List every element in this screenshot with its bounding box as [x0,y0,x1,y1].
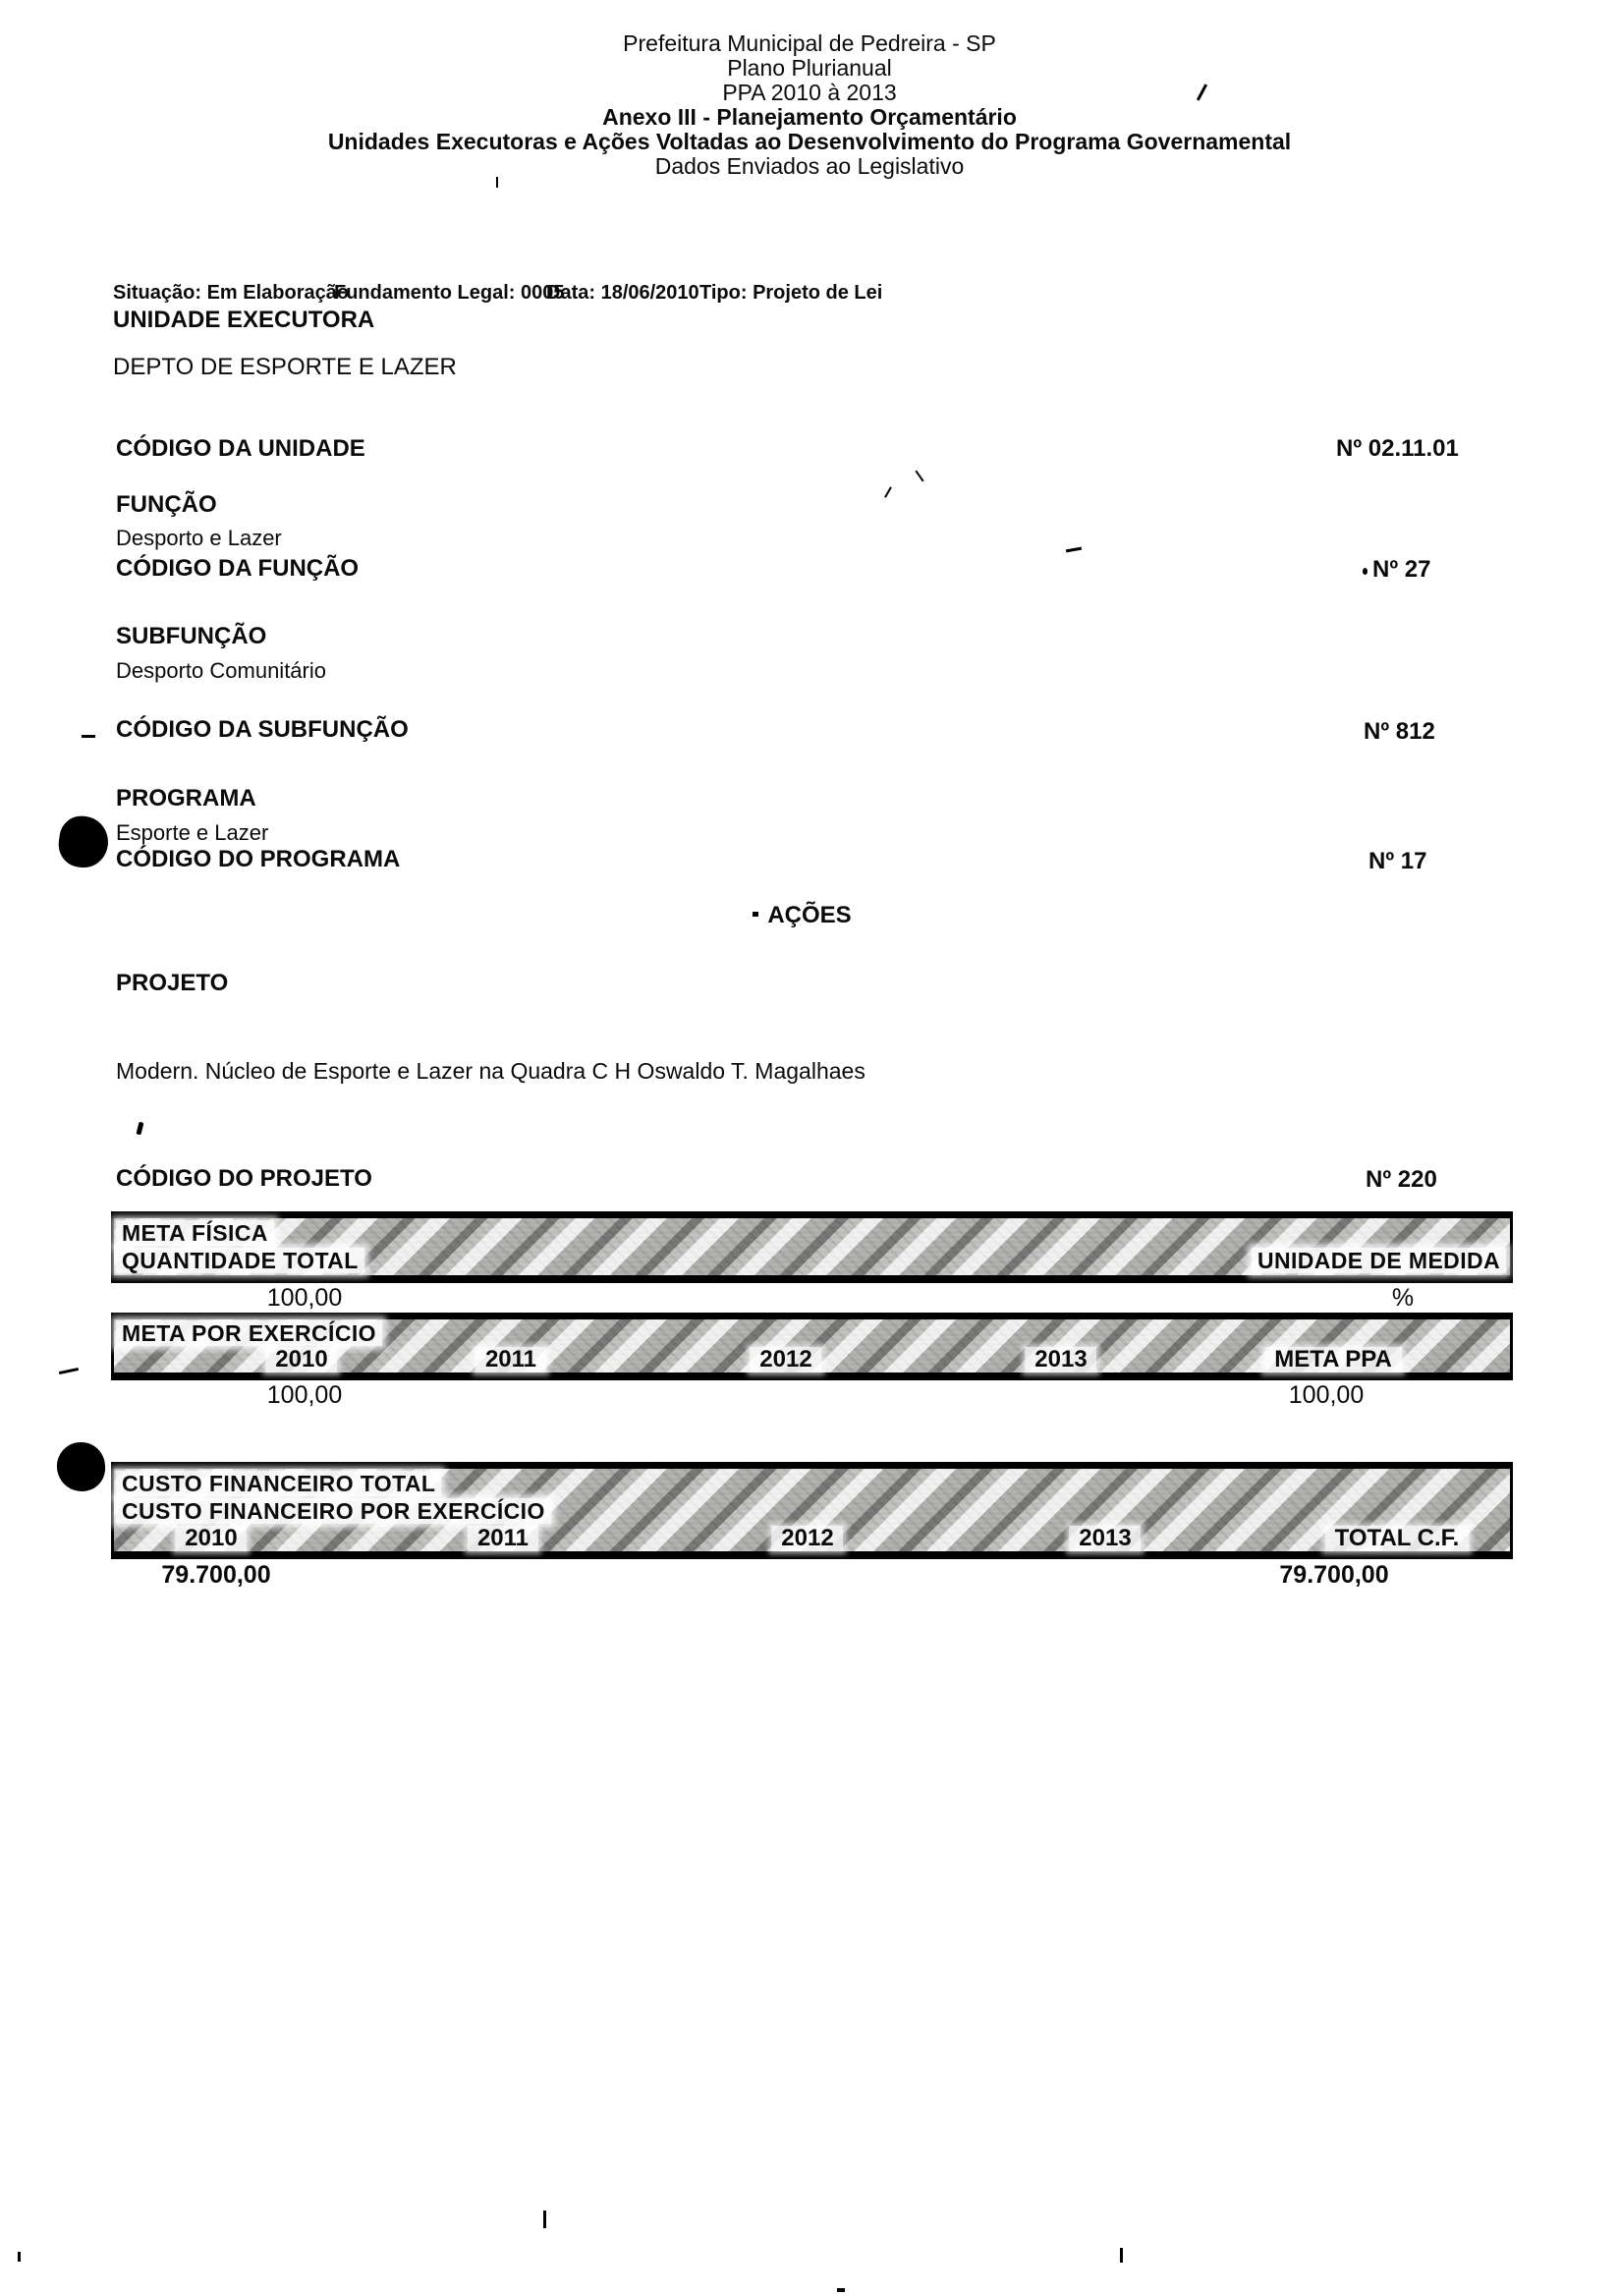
document-header [0,31,1619,179]
custo-col-total-cf: TOTAL C.F. [1325,1526,1470,1551]
codigo-da-unidade-value: Nº 02.11.01 [1336,435,1459,462]
hole-punch-mark [55,1440,108,1494]
acoes-heading: AÇÕES [767,902,852,928]
codigo-da-funcao-value: Nº 27 [1372,556,1431,583]
meta-fisica-title: META FÍSICA [116,1220,274,1246]
unidade-de-medida-label: UNIDADE DE MEDIDA [1252,1248,1506,1273]
header-line-2: Plano Plurianual [727,55,892,81]
meta-col-meta-ppa: META PPA [1264,1347,1402,1372]
meta-por-exercicio-title: META POR EXERCÍCIO [116,1320,382,1346]
scan-artifact [1120,2248,1123,2263]
scan-artifact [1066,547,1082,553]
status-data: Data: 18/06/2010 [546,282,699,304]
funcao-label: FUNÇÃO [116,491,217,518]
scan-artifact [18,2252,21,2262]
programa-value: Esporte e Lazer [116,820,269,845]
meta-col-2010: 2010 [265,1347,337,1372]
codigo-da-funcao-label: CÓDIGO DA FUNÇÃO [116,555,360,582]
custo-col-2013: 2013 [1069,1526,1141,1551]
scan-artifact [915,471,923,482]
unidade-executora-value: DEPTO DE ESPORTE E LAZER [113,354,457,380]
codigo-da-subfuncao-value: Nº 812 [1364,718,1435,745]
status-tipo: Tipo: Projeto de Lei [699,282,883,304]
quantidade-total-label: QUANTIDADE TOTAL [116,1248,364,1273]
codigo-do-programa-label: CÓDIGO DO PROGRAMA [116,846,401,872]
quantidade-total-value: 100,00 [266,1284,343,1312]
projeto-value: Modern. Núcleo de Esporte e Lazer na Quadra C H Oswaldo T. Magalhaes [116,1058,865,1084]
meta-col-2011: 2011 [475,1347,546,1372]
scan-artifact [884,486,892,497]
scan-artifact [82,735,95,738]
custo-financeiro-por-exercicio-subtitle: CUSTO FINANCEIRO POR EXERCÍCIO [116,1498,551,1524]
meta-fisica-table [111,1211,1513,1283]
codigo-da-subfuncao-label: CÓDIGO DA SUBFUNÇÃO [116,716,409,743]
scan-artifact [837,2288,845,2292]
codigo-do-programa-value: Nº 17 [1368,848,1427,874]
custo-financeiro-table [111,1462,1513,1559]
codigo-da-unidade-label: CÓDIGO DA UNIDADE [116,435,365,462]
custo-financeiro-total-title: CUSTO FINANCEIRO TOTAL [116,1471,441,1496]
projeto-label: PROJETO [116,970,229,996]
subfuncao-value: Desporto Comunitário [116,658,326,683]
header-line-5: Unidades Executoras e Ações Voltadas ao Desenvolvimento do Programa Governamental [327,129,1292,154]
meta-col-2013: 2013 [1025,1347,1096,1372]
custo-col-2010: 2010 [175,1526,247,1551]
scan-artifact [1363,568,1368,575]
scan-artifact [59,1368,79,1374]
header-line-4: Anexo III - Planejamento Orçamentário [602,104,1017,130]
codigo-do-projeto-value: Nº 220 [1366,1166,1437,1193]
header-line-6: Dados Enviados ao Legislativo [654,153,965,179]
header-line-3: PPA 2010 à 2013 [722,80,897,105]
unidade-executora-label: UNIDADE EXECUTORA [113,307,375,333]
custo-2010-value: 79.700,00 [161,1561,271,1589]
programa-label: PROGRAMA [116,785,256,812]
subfuncao-label: SUBFUNÇÃO [116,623,267,649]
scan-artifact [543,2211,546,2228]
custo-total-cf-value: 79.700,00 [1279,1561,1389,1589]
meta-ppa-value: 100,00 [1288,1381,1365,1409]
meta-por-exercicio-table [111,1313,1513,1380]
status-situacao: Situação: Em Elaboração [113,282,350,304]
scan-artifact [496,177,498,188]
funcao-value: Desporto e Lazer [116,526,282,550]
status-fundamento-legal: Fundamento Legal: 0005 [334,282,565,304]
custo-col-2012: 2012 [771,1526,843,1551]
hole-punch-mark [56,813,112,870]
meta-col-2012: 2012 [750,1347,821,1372]
scan-artifact [137,1122,144,1136]
unidade-de-medida-value: % [1391,1284,1415,1312]
codigo-do-projeto-label: CÓDIGO DO PROJETO [116,1165,372,1192]
custo-col-2011: 2011 [468,1526,538,1551]
scan-artifact [753,912,758,917]
header-line-1: Prefeitura Municipal de Pedreira - SP [623,30,996,56]
meta-2010-value: 100,00 [266,1381,343,1409]
